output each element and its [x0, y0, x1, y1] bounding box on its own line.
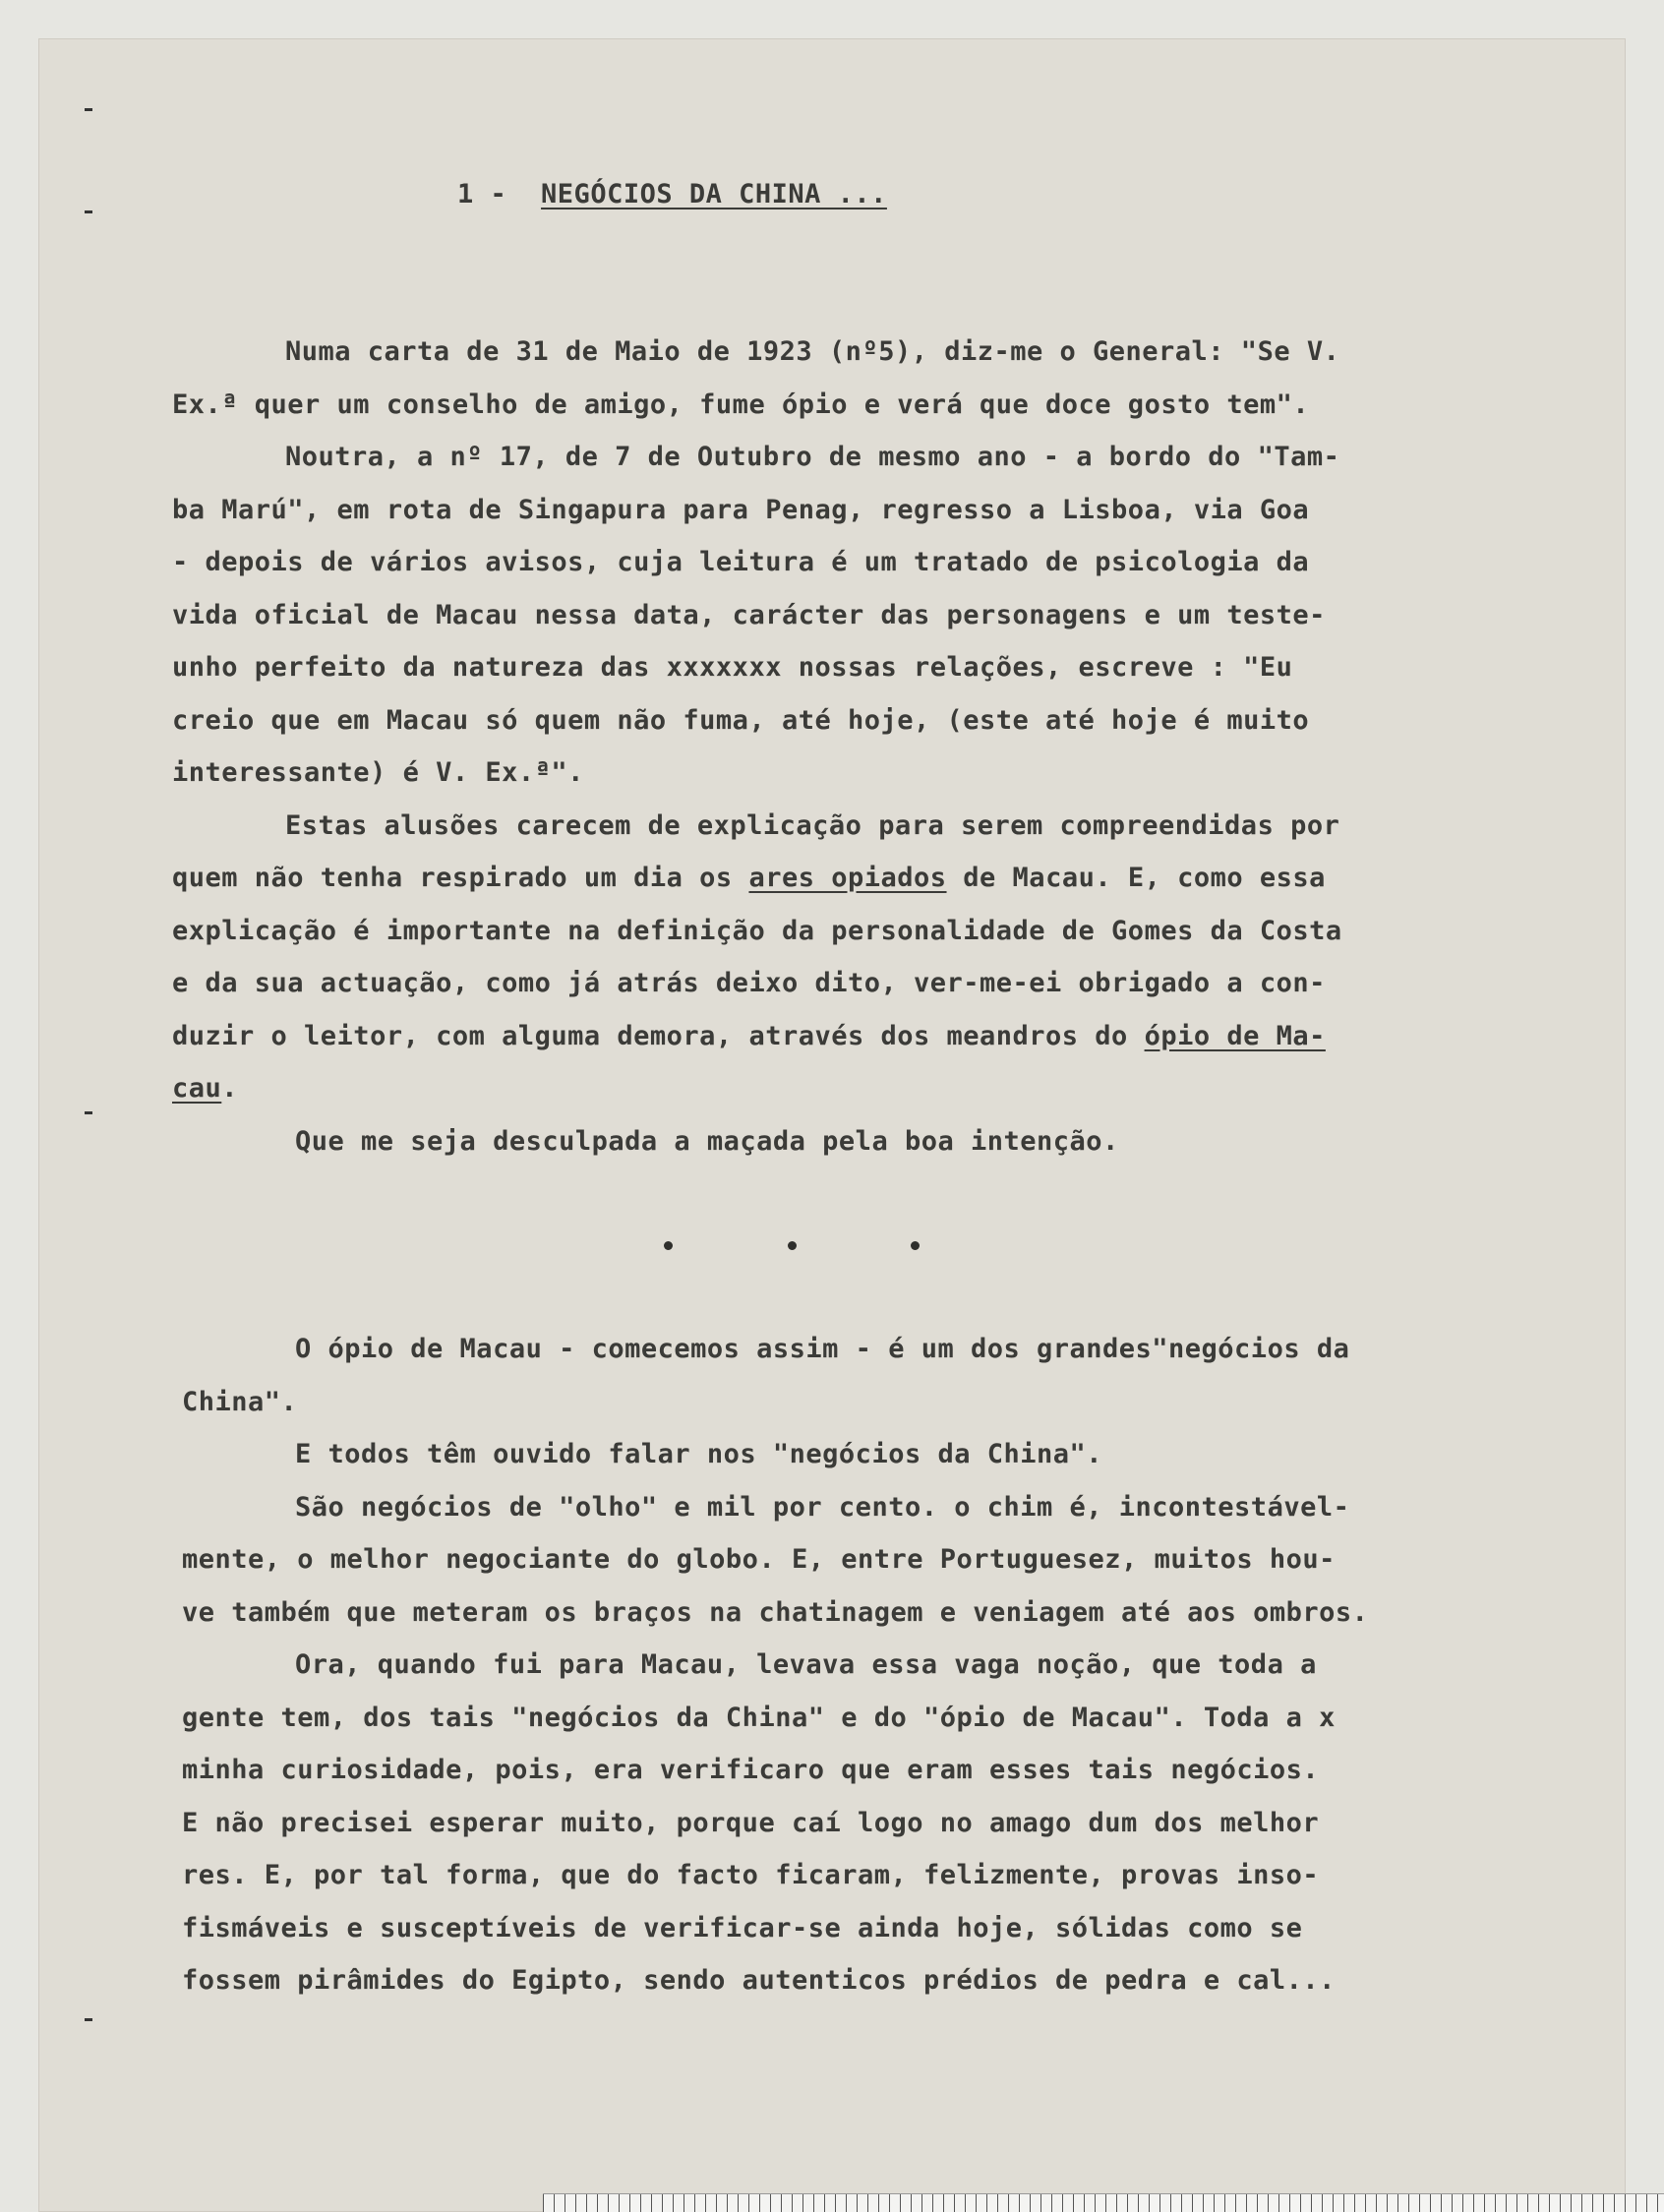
- text-line: fismáveis e susceptíveis de verificar-se ainda hoje, sólidas como se: [182, 1913, 1303, 1943]
- text-line: [172, 1073, 238, 1104]
- text-line: fossem pirâmides do Egipto, sendo autenticos prédios de pedra e cal...: [182, 1965, 1336, 1996]
- text-span: quem não tenha respirado um dia os: [172, 863, 749, 893]
- text-line: e da sua actuação, como já atrás deixo dito, ver-me-ei obrigado a con-: [172, 968, 1326, 998]
- text-span: de Macau. E, como essa: [946, 863, 1326, 893]
- text-line: explicação é importante na definição da personalidade de Gomes da Costa: [172, 916, 1342, 946]
- text-line: interessante) é V. Ex.ª".: [172, 757, 584, 788]
- margin-mark: [85, 108, 92, 111]
- text-line: Ora, quando fui para Macau, levava essa vaga noção, que toda a: [295, 1649, 1317, 1680]
- text-line: ba Marú", em rota de Singapura para Penag, regresso a Lisboa, via Goa: [172, 495, 1310, 525]
- text-line: unho perfeito da natureza das xxxxxxx nossas relações, escreve : "Eu: [172, 652, 1293, 683]
- text-line: [172, 1021, 1326, 1051]
- text-line: creio que em Macau só quem não fuma, até hoje, (este até hoje é muito: [172, 705, 1310, 736]
- text-line: Noutra, a nº 17, de 7 de Outubro de mesmo ano - a bordo do "Tam-: [285, 442, 1340, 472]
- text-line: [172, 863, 1326, 893]
- underlined-text: ares opiados: [748, 863, 947, 893]
- text-line: vida oficial de Macau nessa data, carácter das personagens e um teste-: [172, 600, 1326, 630]
- heading-number: 1 -: [457, 179, 507, 209]
- text-line: China".: [182, 1387, 298, 1417]
- text-line: gente tem, dos tais "negócios da China" e do "ópio de Macau". Toda a x: [182, 1703, 1336, 1733]
- underlined-text: cau: [172, 1073, 222, 1104]
- separator-dot: [788, 1241, 797, 1250]
- text-line: São negócios de "olho" e mil por cento. o chim é, incontestável-: [295, 1492, 1350, 1523]
- text-line: - depois de vários avisos, cuja leitura é um tratado de psicologia da: [172, 547, 1310, 577]
- section-heading: [457, 179, 887, 209]
- margin-mark: [85, 210, 92, 213]
- separator-dot: [911, 1241, 920, 1250]
- text-line: E todos têm ouvido falar nos "negócios da China".: [295, 1439, 1103, 1469]
- text-line: Estas alusões carecem de explicação para serem compreendidas por: [285, 810, 1340, 841]
- text-line: res. E, por tal forma, que do facto ficaram, felizmente, provas inso-: [182, 1860, 1320, 1890]
- margin-mark: [85, 1111, 92, 1114]
- separator-dot: [664, 1241, 673, 1250]
- text-line: mente, o melhor negociante do globo. E, entre Portuguesez, muitos hou-: [182, 1544, 1336, 1575]
- text-span: duzir o leitor, com alguma demora, através dos meandros do: [172, 1021, 1145, 1051]
- text-line: O ópio de Macau - comecemos assim - é um dos grandes"negócios da: [295, 1334, 1350, 1364]
- text-line: Numa carta de 31 de Maio de 1923 (nº5), diz-me o General: "Se V.: [285, 336, 1340, 367]
- text-line: E não precisei esperar muito, porque caí logo no amago dum dos melhor: [182, 1808, 1320, 1838]
- scale-ruler: [543, 2193, 1664, 2212]
- margin-mark: [85, 2018, 92, 2021]
- heading-title: NEGÓCIOS DA CHINA ...: [541, 179, 887, 209]
- text-line: minha curiosidade, pois, era verificaro que eram esses tais negócios.: [182, 1755, 1320, 1785]
- text-line: ve também que meteram os braços na chatinagem e veniagem até aos ombros.: [182, 1597, 1369, 1628]
- section-separator: [664, 1241, 920, 1250]
- underlined-text: ópio de Ma-: [1144, 1021, 1326, 1051]
- text-span: .: [221, 1073, 239, 1104]
- text-line: Que me seja desculpada a maçada pela boa intenção.: [295, 1126, 1119, 1157]
- text-line: Ex.ª quer um conselho de amigo, fume ópio e verá que doce gosto tem".: [172, 389, 1310, 420]
